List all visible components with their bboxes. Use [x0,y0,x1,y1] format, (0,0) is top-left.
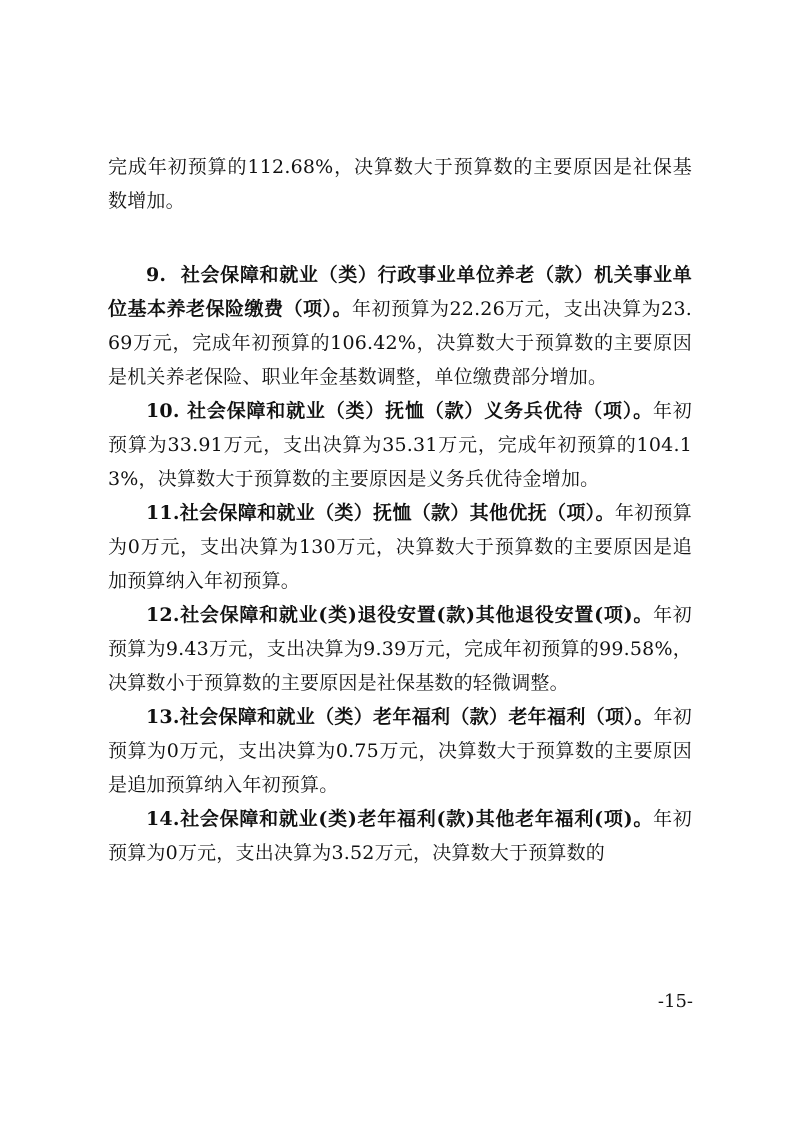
paragraph-item-13 [108,700,692,802]
paragraph-item-12 [108,598,692,700]
paragraph-body: 年初预算为0万元，支出决算为0.75万元，决算数大于预算数的主要原因是追加预算纳入年初预算。 [108,706,692,796]
paragraph-item-9 [108,258,692,394]
paragraph-continuation [108,150,692,218]
paragraph-heading: 12.社会保障和就业(类)退役安置(款)其他退役安置(项)。 [146,604,654,626]
document-body [108,150,692,870]
paragraph-heading: 9. 社会保障和就业（类）行政事业单位养老（款）机关事业单位基本养老保险缴费（项）。 [108,264,692,320]
paragraph-heading: 13.社会保障和就业（类）老年福利（款）老年福利（项）。 [146,706,654,728]
paragraph-heading: 11.社会保障和就业（类）抚恤（款）其他优抚（项）。 [146,502,615,524]
paragraph-item-10 [108,394,692,496]
paragraph-body: 年初预算为33.91万元，支出决算为35.31万元，完成年初预算的104.13%，决算数大于预算数的主要原因是义务兵优待金增加。 [108,400,692,490]
paragraph-body: 完成年初预算的112.68%，决算数大于预算数的主要原因是社保基数增加。 [108,156,692,212]
page-number: -15- [657,991,693,1012]
paragraph-body: 年初预算为22.26万元，支出决算为23.69万元，完成年初预算的106.42%，决算数大于预算数的主要原因是机关养老保险、职业年金基数调整，单位缴费部分增加。 [108,298,692,388]
paragraph-body: 年初预算为0万元，支出决算为3.52万元，决算数大于预算数的 [108,808,693,864]
paragraph-body: 年初预算为9.43万元，支出决算为9.39万元，完成年初预算的99.58%，决算数小于预算数的主要原因是社保基数的轻微调整。 [108,604,693,694]
paragraph-item-11 [108,496,692,598]
paragraph-heading: 10. 社会保障和就业（类）抚恤（款）义务兵优待（项）。 [146,400,653,422]
paragraph-heading: 14.社会保障和就业(类)老年福利(款)其他老年福利(项)。 [146,808,654,830]
paragraph-item-14 [108,802,692,870]
paragraph-body: 年初预算为0万元，支出决算为130万元，决算数大于预算数的主要原因是追加预算纳入年初预算。 [108,502,692,592]
